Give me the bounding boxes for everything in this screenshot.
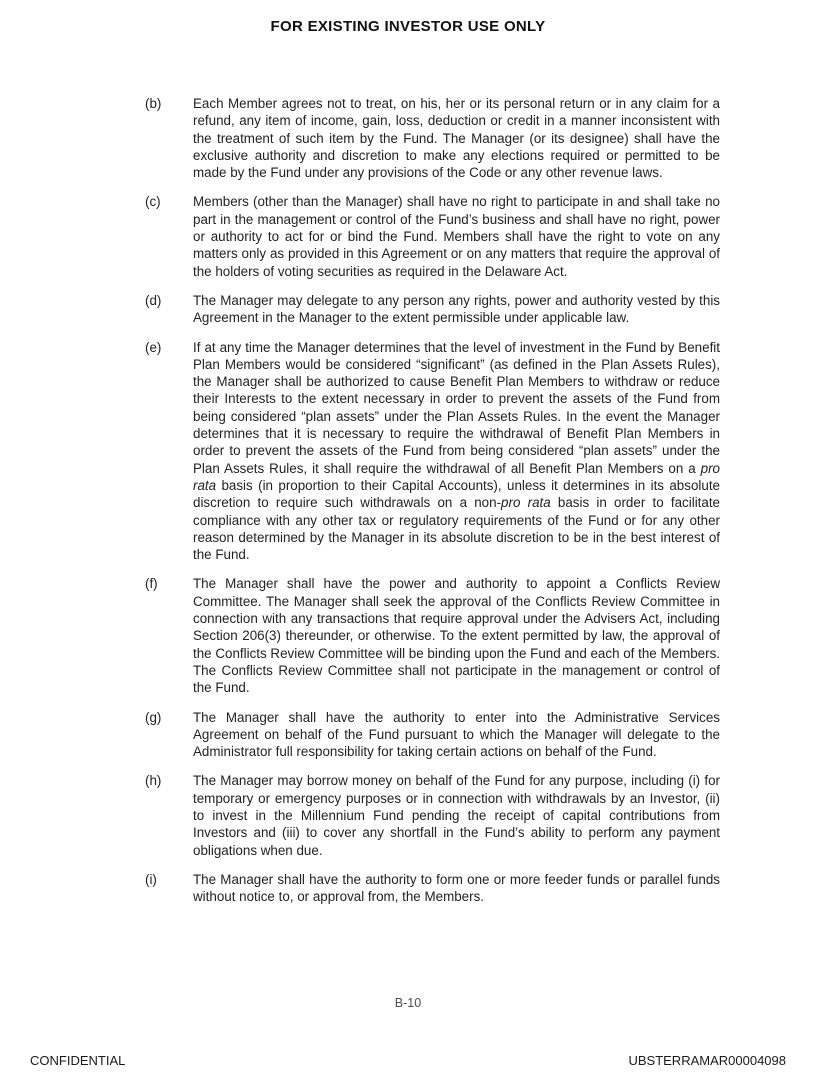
paragraph-label: (c) — [145, 194, 161, 210]
document-paragraph — [145, 772, 720, 858]
paragraph-text: The Manager shall have the authority to form one or more feeder funds or parallel funds without notice to, or approval from, the Members. — [193, 871, 720, 905]
paragraph-label: (i) — [145, 871, 157, 887]
page-number: B-10 — [394, 996, 422, 1010]
paragraph-label: (e) — [145, 339, 162, 355]
document-paragraph — [145, 193, 720, 279]
paragraph-text: The Manager may delegate to any person any rights, power and authority vested by this Agreement in the Manager to the extent permissible under applicable law. — [193, 292, 720, 326]
document-paragraph — [145, 339, 720, 564]
paragraph-label: (h) — [145, 773, 162, 789]
document-footer — [30, 1053, 786, 1068]
footer-bates-number: UBSTERRAMAR00004098 — [628, 1053, 786, 1068]
paragraph-label: (d) — [145, 292, 162, 308]
footer-confidential-label: CONFIDENTIAL — [30, 1053, 126, 1068]
paragraph-text: The Manager may borrow money on behalf of the Fund for any purpose, including (i) for temporary or emergency purposes or in connection with withdrawals by an Investor, (ii) to invest in the Millennium Fund pending the receipt of capital contributions from Investors and (iii) to cover any shortfall in the Fund’s ability to perform any payment obligations when due. — [193, 773, 720, 858]
paragraph-text: Members (other than the Manager) shall have no right to participate in and shall take no part in the management or control of the Fund’s business and shall have no right, power or authority to act for or bind the Fund. Members shall have the right to vote on any matters only as provided in this Agreement or on any matters that require the approval of the holders of voting securities as required in the Delaware Act. — [193, 194, 720, 279]
paragraph-text: Each Member agrees not to treat, on his, her or its personal return or in any claim for a refund, any item of income, gain, loss, deduction or credit in a manner inconsistent with the treatment of such item by the Fund. The Manager (or its designee) shall have the exclusive authority and discretion to make any elections required or permitted to be made by the Fund under any provisions of the Code or any other revenue laws. — [193, 96, 720, 181]
paragraph-label: (b) — [145, 96, 162, 111]
paragraph-label: (g) — [145, 709, 162, 725]
paragraph-label: (f) — [145, 576, 158, 592]
paragraph-text: If at any time the Manager determines that the level of investment in the Fund by Benefit Plan Members would be considered “significant” (as defined in the Plan Assets Rules), the Manager shall be authorized to cause Benefit Plan Members to withdraw or reduce their Interests to the extent necessary in order to prevent the assets of the Fund from being considered “plan assets” under the Plan Assets Rules. In the event the Manager determines that it is necessary to require the withdrawal of Benefit Plan Members in order to prevent the assets of the Fund from being considered “plan assets” under the Plan Assets Rules, it shall require the withdrawal of all Benefit Plan Members on a pro rata basis (in proportion to their Capital Accounts), unless it determines in its absolute discretion to require such withdrawals on a non-pro rata basis in order to facilitate compliance with any other tax or regulatory requirements of the Fund or for any other reason determined by the Manager in its absolute discretion to be in the best interest of the Fund. — [193, 339, 721, 563]
document-paragraph — [145, 871, 720, 906]
document-paragraph — [145, 292, 720, 327]
paragraph-text: The Manager shall have the authority to enter into the Administrative Services Agreement on behalf of the Fund pursuant to which the Manager will delegate to the Administrator full responsibility for taking certain actions on behalf of the Fund. — [193, 709, 720, 760]
document-title: FOR EXISTING INVESTOR USE ONLY — [270, 18, 546, 35]
paragraph-list — [145, 95, 720, 917]
document-paragraph — [145, 709, 720, 761]
document-paragraph — [145, 95, 720, 181]
paragraph-text: The Manager shall have the power and authority to appoint a Conflicts Review Committee. The Manager shall seek the approval of the Conflicts Review Committee in connection with any transactions that require approval under the Advisers Act, including Section 206(3) thereunder, or otherwise. To the extent permitted by law, the approval of the Conflicts Review Committee will be binding upon the Fund and each of the Members. The Conflicts Review Committee shall not participate in the management or control of the Fund. — [193, 576, 720, 696]
document-paragraph — [145, 575, 720, 696]
